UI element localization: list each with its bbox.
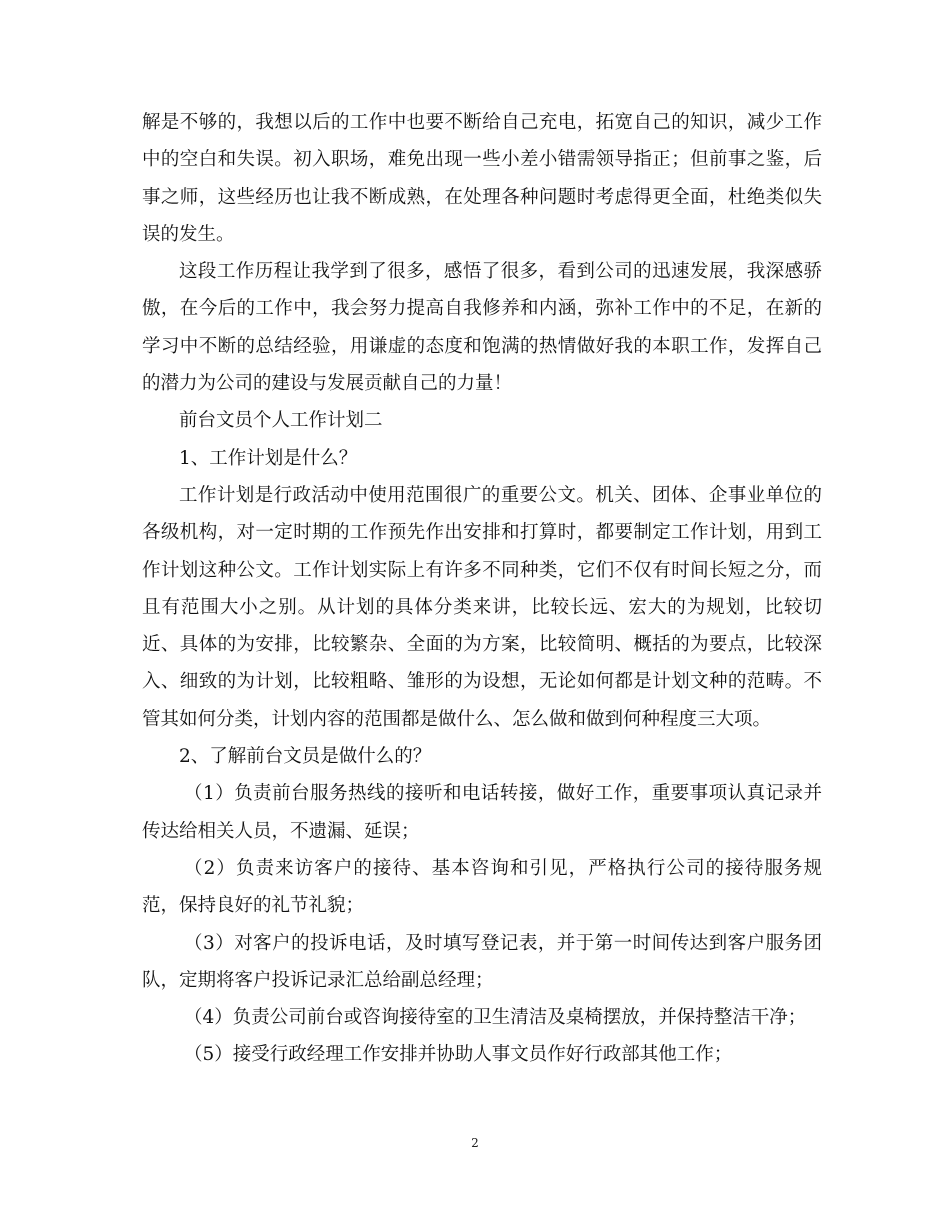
list-item-1: （1）负责前台服务热线的接听和电话转接，做好工作，重要事项认真记录并传达给相关人员，不遗漏、延误； <box>142 783 822 842</box>
list-item-3: （3）对客户的投诉电话，及时填写登记表，并于第一时间传达到客户服务团队，定期将客户投诉记录汇总给副总经理； <box>142 932 822 991</box>
subheading-1: 1、工作计划是什么？ <box>179 447 358 469</box>
list-item-5: （5）接受行政经理工作安排并协助人事文员作好行政部其他工作； <box>184 1044 733 1066</box>
subheading-2: 2、了解前台文员是做什么的？ <box>179 746 432 768</box>
page-number: 2 <box>471 1136 479 1150</box>
list-item-2: （2）负责来访客户的接待、基本咨询和引见，严格执行公司的接待服务规范，保持良好的礼节礼貌； <box>142 857 822 917</box>
paragraph-continuation: 解是不够的，我想以后的工作中也要不断给自己充电，拓宽自己的知识，减少工作中的空白和失误。初入职场，难免出现一些小差小错需领导指正；但前事之鉴，后事之师，这些经历也让我不断成熟，在处理各种问题时考虑得更全面，杜绝类似失误的发生。 <box>142 112 822 245</box>
document-body <box>142 104 822 1074</box>
list-item-4: （4）负责公司前台或咨询接待室的卫生清洁及桌椅摆放，并保持整洁干净； <box>184 1007 807 1029</box>
paragraph-reflection: 这段工作历程让我学到了很多，感悟了很多，看到公司的迅速发展，我深感骄傲，在今后的工作中，我会努力提高自我修养和内涵，弥补工作中的不足，在新的学习中不断的总结经验，用谦虚的态度和饱满的热情做好我的本职工作，发挥自己的潜力为公司的建设与发展贡献自己的力量！ <box>142 261 822 395</box>
paragraph-work-plan-definition: 工作计划是行政活动中使用范围很广的重要公文。机关、团体、企事业单位的各级机构，对一定时期的工作预先作出安排和打算时，都要制定工作计划，用到工作计划这种公文。工作计划实际上有许多不同种类，它们不仅有时间长短之分，而且有范围大小之别。从计划的具体分类来讲，比较长远、宏大的为规划，比较切近、具体的为安排，比较繁杂、全面的为方案，比较简明、概括的为要点，比较深入、细致的为计划，比较粗略、雏形的为设想，无论如何都是计划文种的范畴。不管其如何分类，计划内容的范围都是做什么、怎么做和做到何种程度三大项。 <box>142 484 822 730</box>
section-heading: 前台文员个人工作计划二 <box>179 410 383 432</box>
